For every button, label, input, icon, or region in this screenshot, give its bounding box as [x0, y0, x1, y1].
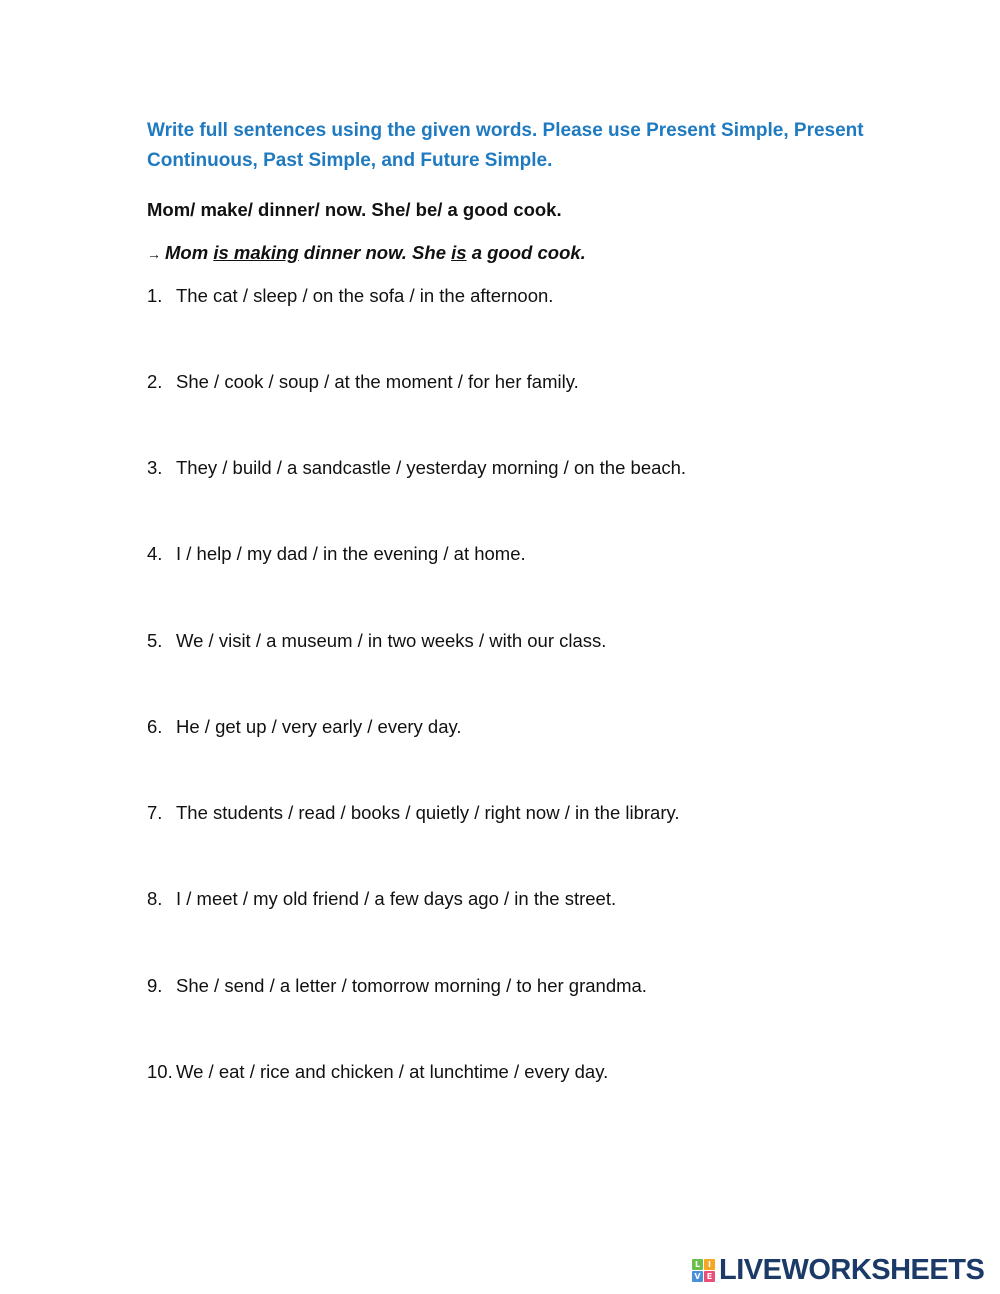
logo-text: LIVEWORKSHEETS [719, 1253, 985, 1286]
item-number: 3. [147, 457, 163, 478]
instruction-text: Write full sentences using the given words. Please use Present Simple, Present Continuous, Past Simple, and Future Simple. [147, 120, 864, 171]
item-text: We / visit / a museum / in two weeks / with our class. [176, 630, 607, 651]
item-number: 5. [147, 630, 163, 651]
item-text: The cat / sleep / on the sofa / in the afternoon. [176, 285, 554, 306]
item-number: 10. [147, 1061, 173, 1082]
item-number: 1. [147, 285, 163, 306]
logo-block: I [704, 1259, 715, 1270]
exercise-item [147, 628, 606, 654]
example-answer-underlined-verb: is [451, 242, 467, 263]
example-answer-underlined-verb: is making [213, 242, 299, 263]
item-number: 8. [147, 888, 163, 909]
liveworksheets-logo [692, 1252, 984, 1288]
exercise-item [147, 455, 686, 481]
logo-block: L [692, 1259, 703, 1270]
item-text: I / meet / my old friend / a few days ago / in the street. [176, 888, 617, 909]
item-text: I / help / my dad / in the evening / at home. [176, 543, 526, 564]
item-text: We / eat / rice and chicken / at lunchtime / every day. [176, 1061, 609, 1082]
example-prompt: Mom/ make/ dinner/ now. She/ be/ a good cook. [147, 199, 562, 220]
item-text: He / get up / very early / every day. [176, 716, 462, 737]
exercise-item [147, 283, 553, 309]
exercise-item [147, 714, 462, 740]
logo-blocks-icon [692, 1259, 715, 1282]
item-text: She / send / a letter / tomorrow morning / to her grandma. [176, 975, 647, 996]
item-number: 6. [147, 716, 163, 737]
exercise-item [147, 1059, 608, 1085]
item-number: 7. [147, 802, 163, 823]
exercise-item [147, 800, 680, 826]
example-answer-part: a good cook. [466, 242, 586, 263]
item-text: She / cook / soup / at the moment / for her family. [176, 371, 579, 392]
exercise-item [147, 541, 526, 567]
item-number: 9. [147, 975, 163, 996]
item-text: They / build / a sandcastle / yesterday morning / on the beach. [176, 457, 687, 478]
item-number: 4. [147, 543, 163, 564]
item-text: The students / read / books / quietly / right now / in the library. [176, 802, 680, 823]
logo-block: E [704, 1271, 715, 1282]
exercise-item [147, 886, 616, 912]
exercise-item [147, 369, 579, 395]
example-answer-part: dinner now. She [298, 242, 452, 263]
exercise-item [147, 973, 647, 999]
example-answer [147, 240, 586, 267]
example-answer-part: Mom [165, 242, 214, 263]
arrow-icon: → [147, 246, 161, 262]
logo-block: V [692, 1271, 703, 1282]
item-number: 2. [147, 371, 163, 392]
